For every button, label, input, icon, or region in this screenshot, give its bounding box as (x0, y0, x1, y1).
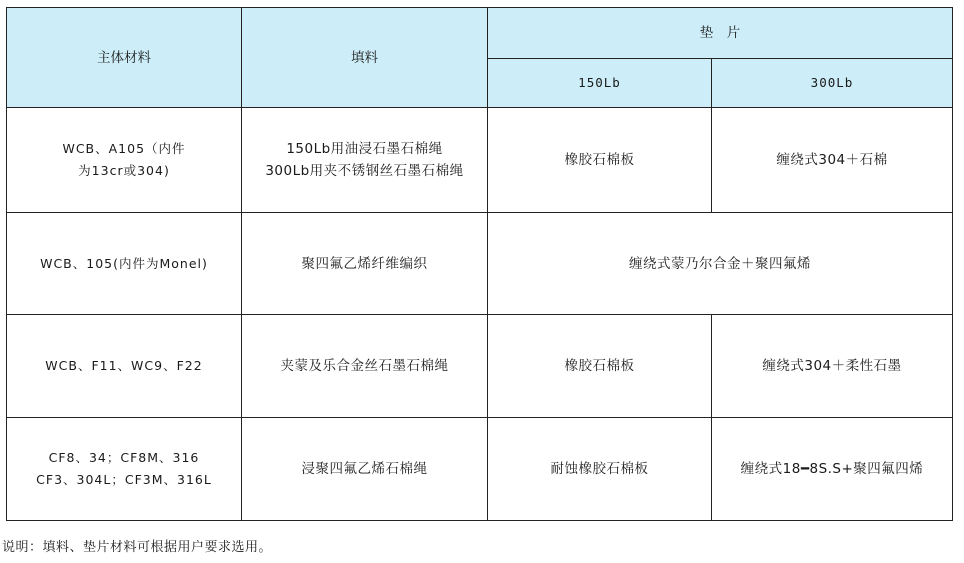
header-packing: 填料 (242, 8, 488, 108)
cell-line: WCB、A105（内件 (62, 141, 186, 156)
cell-packing (242, 315, 488, 418)
table-footnote: 说明：填料、垫片材料可根据用户要求选用。 (2, 540, 273, 555)
table-row (7, 418, 953, 521)
cell-line: 夹蒙及乐合金丝石墨石棉绳 (280, 358, 449, 374)
table-row (7, 315, 953, 418)
cell-line: 300Lb用夹不锈钢丝石墨石棉绳 (265, 163, 464, 179)
cell-line: 为13cr或304) (78, 163, 170, 178)
cell-line: CF8、34；CF8M、316 (48, 450, 200, 465)
cell-packing (242, 418, 488, 521)
cell-gasket-150lb: 耐蚀橡胶石棉板 (488, 418, 712, 521)
cell-body-material (7, 315, 242, 418)
table-row (7, 213, 953, 315)
header-gasket-300lb: 300Lb (712, 59, 953, 108)
cell-gasket-150lb: 橡胶石棉板 (488, 108, 712, 213)
cell-line: 聚四氟乙烯纤维编织 (301, 255, 428, 272)
cell-packing (242, 108, 488, 213)
cell-line: 浸聚四氟乙烯石棉绳 (301, 461, 428, 477)
cell-gasket-300lb: 缠绕式18━8S.S+聚四氟四烯 (712, 418, 953, 521)
cell-packing (242, 213, 488, 315)
header-row-top (7, 8, 953, 59)
header-gasket-150lb: 150Lb (488, 59, 712, 108)
cell-line: CF3、304L；CF3M、316L (36, 472, 212, 487)
cell-line: WCB、105(内件为Monel) (40, 255, 208, 271)
cell-gasket-300lb: 缠绕式304＋石棉 (712, 108, 953, 213)
cell-gasket-merged: 缠绕式蒙乃尔合金＋聚四氟烯 (488, 213, 953, 315)
cell-body-material (7, 213, 242, 315)
cell-body-material (7, 418, 242, 521)
cell-gasket-300lb: 缠绕式304＋柔性石墨 (712, 315, 953, 418)
material-spec-table (6, 7, 953, 521)
cell-line: 150Lb用油浸石墨石棉绳 (286, 141, 443, 157)
table-row (7, 108, 953, 213)
cell-gasket-150lb: 橡胶石棉板 (488, 315, 712, 418)
header-gasket: 垫 片 (488, 8, 953, 59)
cell-line: WCB、F11、WC9、F22 (45, 358, 203, 373)
header-body-material: 主体材料 (7, 8, 242, 108)
cell-body-material (7, 108, 242, 213)
